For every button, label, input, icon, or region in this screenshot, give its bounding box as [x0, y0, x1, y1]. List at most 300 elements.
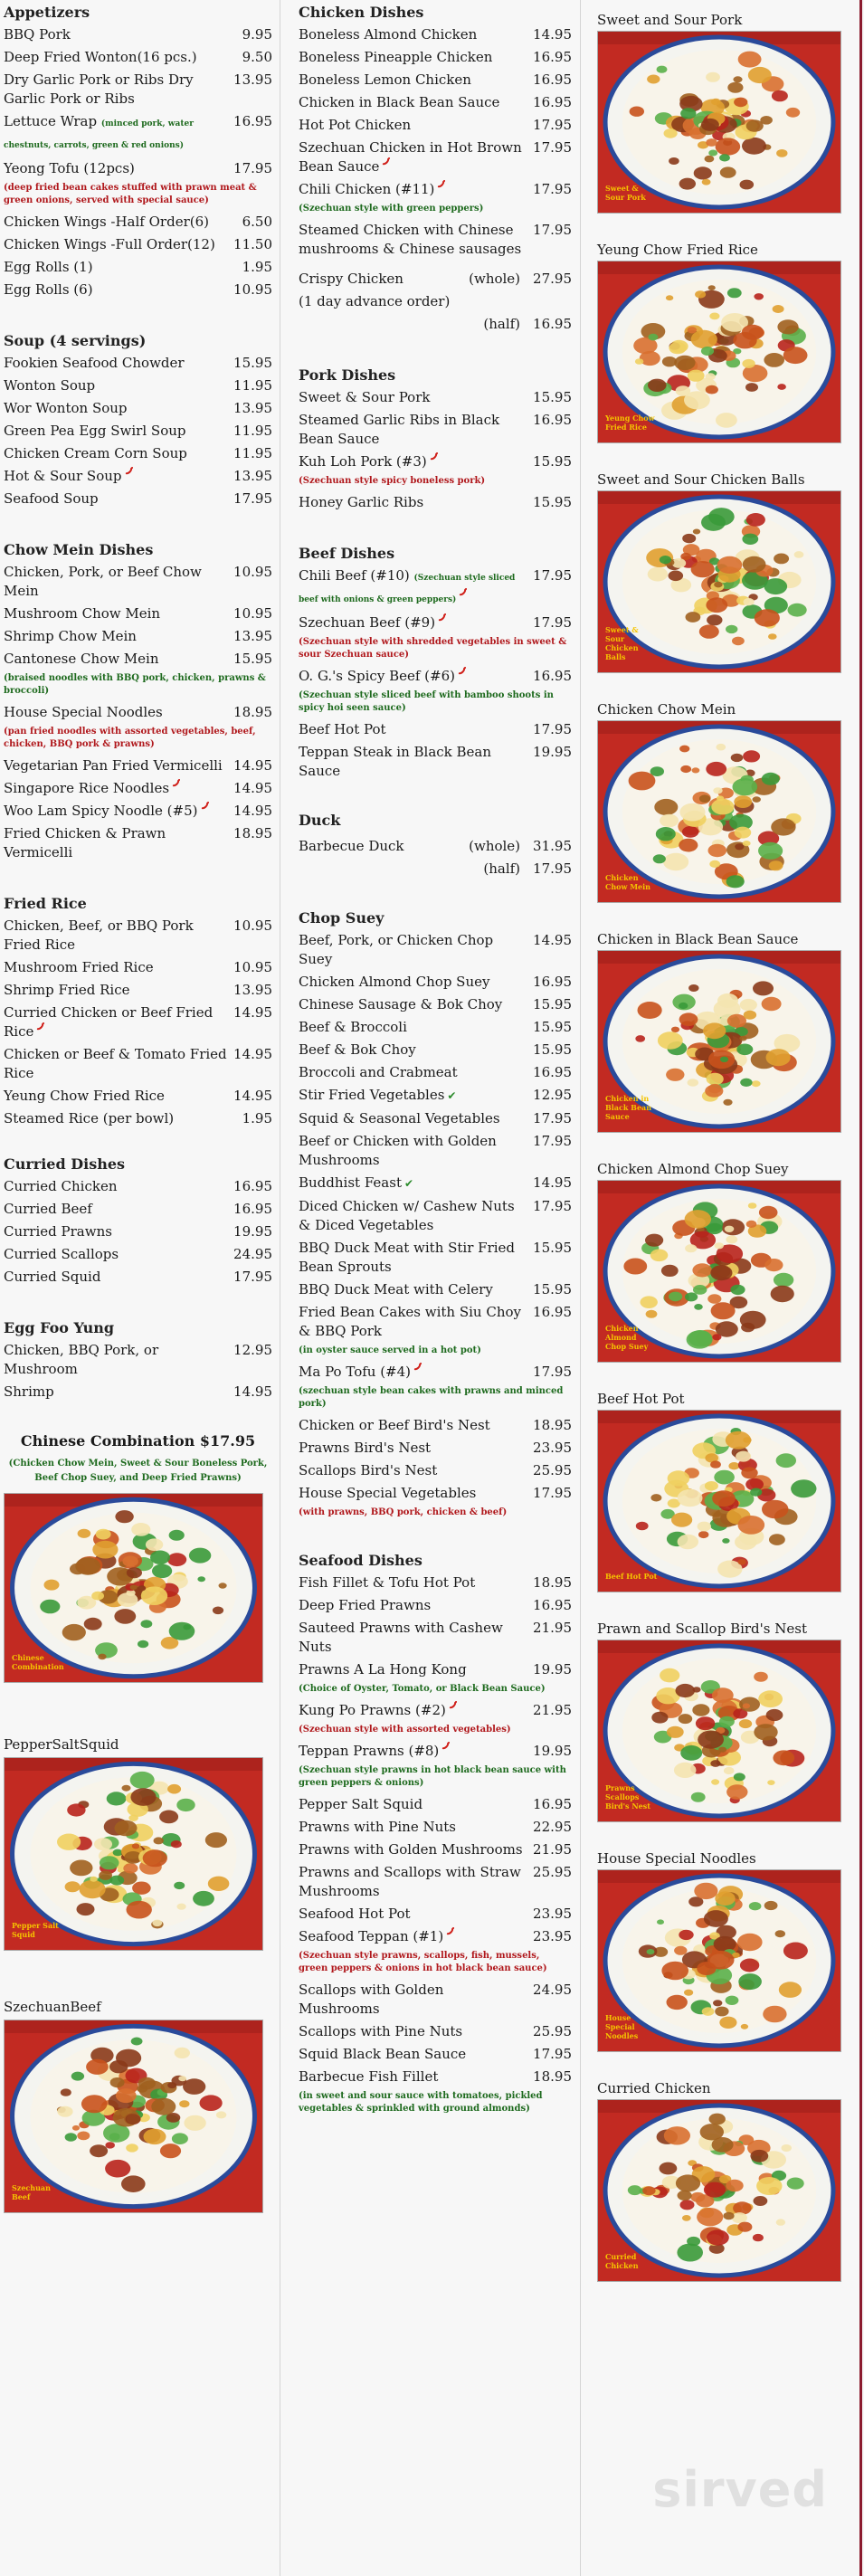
- menu-section: [4, 1319, 272, 1402]
- menu-item: [299, 743, 572, 781]
- menu-item: [299, 1303, 572, 1341]
- menu-item: [4, 490, 272, 509]
- menu-item-name: [299, 493, 533, 512]
- item-name-text: Cantonese Chow Mein: [4, 651, 159, 667]
- portion-label: (half): [483, 316, 521, 332]
- menu-item-price: 10.95: [233, 917, 272, 934]
- menu-item-name: [4, 1087, 233, 1106]
- menu-item: [4, 422, 272, 441]
- menu-item: [299, 1280, 572, 1299]
- menu-item: [299, 221, 572, 259]
- item-name-text: Egg Rolls (6): [4, 281, 93, 298]
- menu-item: [299, 1197, 572, 1235]
- item-name-text: Pepper Salt Squid: [299, 1796, 423, 1812]
- menu-item-name: [299, 1132, 533, 1170]
- item-name-text: Broccoli and Crabmeat: [299, 1064, 458, 1080]
- menu-item-price: 17.95: [533, 1110, 572, 1126]
- menu-item: [299, 1981, 572, 2019]
- photo-label: Sweet & Sour Chicken Balls: [605, 625, 639, 661]
- dish-photo: [4, 2020, 263, 2213]
- item-name-text: Barbecue Fish Fillet: [299, 2068, 439, 2085]
- menu-item-price: 10.95: [233, 564, 272, 580]
- menu-section: [4, 895, 272, 1128]
- menu-item: [299, 1619, 572, 1657]
- item-name-text: Squid Black Bean Sauce: [299, 2046, 467, 2062]
- dish-photo-block: [597, 1160, 852, 1363]
- chili-icon: [438, 613, 446, 622]
- menu-item-name: [299, 1660, 533, 1679]
- dish-photo: [597, 31, 841, 214]
- item-description: (Szechuan style prawns, scallops, fish, mussels, green peppers & onions in hot black bean sauce): [299, 1951, 547, 1973]
- menu-item: [299, 493, 572, 512]
- menu-item-price: 17.95: [533, 181, 572, 197]
- menu-item-price: 17.95: [533, 2046, 572, 2062]
- menu-item-price: 13.95: [233, 468, 272, 484]
- menu-item-name: [299, 93, 533, 112]
- menu-item-name: [4, 1109, 242, 1128]
- menu-item-name: [4, 112, 233, 156]
- menu-item: [299, 1818, 572, 1837]
- menu-item-name: [4, 604, 233, 623]
- menu-item-name: [299, 720, 533, 739]
- chili-icon: [172, 779, 180, 787]
- menu-item-name: [299, 2022, 533, 2041]
- menu-item: [4, 958, 272, 977]
- menu-item-name: [4, 48, 242, 67]
- item-name-text: Lettuce Wrap: [4, 113, 98, 129]
- crispy-chicken-item: [299, 270, 572, 334]
- item-name-text: Stir Fried Vegetables: [299, 1087, 445, 1103]
- item-name-text: Steamed Chicken with Chinese mushrooms & Chinese sausages: [299, 222, 522, 257]
- section-title: Soup (4 servings): [4, 332, 147, 349]
- menu-item-price: 17.95: [533, 139, 572, 156]
- section-title: Egg Foo Yung: [4, 1319, 115, 1336]
- menu-item-name: Crispy Chicken: [299, 271, 404, 287]
- photo-label: Yeung Chow Fried Rice: [605, 413, 655, 432]
- menu-item-name: [4, 354, 233, 373]
- menu-item-price: 11.95: [233, 423, 272, 439]
- menu-item: [299, 1086, 572, 1106]
- photo-label: Chicken Chow Mein: [605, 873, 650, 891]
- photo-caption: Chicken in Black Bean Sauce: [597, 931, 799, 947]
- photo-frame: [597, 1640, 852, 1822]
- menu-item-price: 16.95: [233, 113, 272, 129]
- item-description: (Choice of Oyster, Tomato, or Black Bean Sauce): [299, 1684, 546, 1694]
- menu-item: [4, 71, 272, 109]
- item-name-text: Singapore Rice Noodles: [4, 780, 170, 796]
- item-name-text: House Special Noodles: [4, 704, 163, 720]
- menu-item: [299, 1132, 572, 1170]
- menu-item-price: 15.95: [233, 651, 272, 667]
- menu-item-price: 24.95: [233, 1246, 272, 1262]
- menu-item: [299, 613, 572, 632]
- photo-label: Beef Hot Pot: [605, 1572, 658, 1581]
- menu-item-name: [4, 376, 233, 395]
- dish-photo-block: [597, 1390, 852, 1592]
- photo-caption: Chicken Almond Chop Suey: [597, 1161, 789, 1177]
- photo-label: Szechuan Beef: [12, 2183, 51, 2201]
- menu-item: [299, 1484, 572, 1503]
- menu-item-name: Barbecue Duck: [299, 838, 404, 854]
- chili-icon: [459, 588, 467, 596]
- menu-item-price: 11.95: [233, 445, 272, 461]
- menu-section: [299, 366, 572, 512]
- photo-caption: SzechuanBeef: [4, 1999, 101, 2015]
- item-name-text: Prawns A La Hong Kong: [299, 1661, 467, 1678]
- item-name-text: Ma Po Tofu (#4): [299, 1364, 412, 1380]
- menu-item-name: [299, 388, 533, 407]
- menu-item-price: 17.95: [533, 1133, 572, 1149]
- menu-item-price: 14.95: [533, 932, 572, 948]
- item-name-text: Green Pea Egg Swirl Soup: [4, 423, 186, 439]
- menu-item: [299, 48, 572, 67]
- chili-icon: [382, 157, 390, 166]
- chili-icon: [441, 1742, 450, 1750]
- chili-icon: [36, 1022, 44, 1031]
- photo-caption: Curried Chicken: [597, 2080, 711, 2096]
- item-name-text: Curried Squid: [4, 1269, 101, 1285]
- menu-item: [4, 25, 272, 44]
- menu-item-name: [299, 995, 533, 1014]
- menu-item-name: [299, 1840, 533, 1859]
- menu-item-name: [4, 650, 233, 669]
- item-name-text: Prawns Bird's Nest: [299, 1440, 432, 1456]
- menu-item-price: 21.95: [533, 1620, 572, 1636]
- photo-frame: [4, 2020, 272, 2213]
- menu-item: [299, 1927, 572, 1946]
- dish-photo-block: [4, 1998, 272, 2213]
- menu-item-name: [299, 931, 533, 969]
- item-name-text: Hot & Sour Soup: [4, 468, 122, 484]
- menu-item-price: 16.95: [233, 1201, 272, 1217]
- menu-section: [4, 541, 272, 862]
- item-name-text: Chicken Almond Chop Suey: [299, 974, 490, 990]
- menu-item-price: 17.95: [233, 490, 272, 507]
- item-description: (in sweet and sour sauce with tomatoes, pickled vegetables & sprinkled with ground almonds): [299, 2091, 543, 2114]
- menu-item-price: 1.95: [242, 1110, 272, 1126]
- menu-item: [4, 376, 272, 395]
- menu-item: [4, 1003, 272, 1041]
- menu-item-price: 16.95: [233, 1178, 272, 1194]
- menu-item: [4, 280, 272, 299]
- menu-item-price: 21.95: [533, 1702, 572, 1718]
- menu-item-name: [4, 627, 233, 646]
- menu-item: [299, 1840, 572, 1859]
- dish-photo-block: [597, 700, 852, 903]
- menu-item-name: [299, 1197, 533, 1235]
- item-description: (Szechuan style prawns in hot black bean sauce with green peppers & onions): [299, 1765, 566, 1788]
- chili-icon: [437, 180, 445, 188]
- menu-item: [299, 1174, 572, 1193]
- item-name-text: Chicken or Beef & Tomato Fried Rice: [4, 1046, 227, 1081]
- menu-item-name: [4, 1383, 233, 1402]
- dish-photo-block: [597, 241, 852, 443]
- item-description: (braised noodles with BBQ pork, chicken, prawns & broccoli): [4, 673, 266, 696]
- item-name-text: Scallops with Golden Mushrooms: [299, 1982, 444, 2017]
- menu-item: [4, 1383, 272, 1402]
- item-name-text: Honey Garlic Ribs: [299, 494, 424, 510]
- photo-frame: [597, 261, 852, 443]
- menu-item: [299, 2022, 572, 2041]
- item-name-text: Yeong Tofu (12pcs): [4, 160, 135, 176]
- chili-icon: [458, 667, 466, 675]
- menu-item-name: [4, 280, 233, 299]
- photo-label: Chicken Almond Chop Suey: [605, 1324, 649, 1351]
- photo-caption: House Special Noodles: [597, 1850, 756, 1867]
- menu-item: [299, 667, 572, 686]
- menu-item-name: [299, 25, 533, 44]
- menu-item-price: 25.95: [533, 1864, 572, 1880]
- item-name-text: Szechuan Chicken in Hot Brown Bean Sauce: [299, 139, 522, 175]
- photo-caption: Sweet and Sour Chicken Balls: [597, 471, 805, 488]
- menu-item-name: [4, 490, 233, 509]
- item-name-text: Fookien Seafood Chowder: [4, 355, 185, 371]
- page-edge-stripe: [859, 0, 862, 2576]
- dish-photo: [4, 1757, 263, 1951]
- menu-item-price: 21.95: [533, 1841, 572, 1858]
- item-name-text: O. G.'s Spicy Beef (#6): [299, 668, 455, 684]
- menu-section: [299, 909, 572, 1519]
- item-name-text: Chicken in Black Bean Sauce: [299, 94, 500, 110]
- item-name-text: Chicken Wings -Half Order(6): [4, 214, 209, 230]
- item-description: (pan fried noodles with assorted vegetables, beef, chicken, BBQ pork & prawns): [4, 727, 256, 749]
- menu-item-price: 14.95: [233, 757, 272, 774]
- menu-item: [4, 563, 272, 601]
- menu-item-price: 16.95: [533, 1796, 572, 1812]
- menu-item-price: 18.95: [533, 1574, 572, 1591]
- menu-item-name: [4, 71, 233, 109]
- menu-item-name: [4, 25, 242, 44]
- item-name-text: Steamed Rice (per bowl): [4, 1110, 175, 1126]
- menu-item: [4, 802, 272, 821]
- menu-item-price: 17.95: [533, 860, 572, 877]
- menu-item-price: 15.95: [533, 494, 572, 510]
- item-name-text: Chinese Sausage & Bok Choy: [299, 996, 503, 1012]
- menu-item-price: 10.95: [233, 605, 272, 622]
- menu-item-price: 16.95: [533, 1304, 572, 1320]
- menu-section: [4, 332, 272, 509]
- menu-item: [4, 1177, 272, 1196]
- chili-icon: [201, 802, 209, 810]
- menu-item-name: [299, 1239, 533, 1277]
- menu-item-name: [299, 1041, 533, 1060]
- portion-label: (whole): [469, 838, 521, 854]
- menu-item-name: [299, 116, 533, 135]
- item-name-text: Chicken or Beef Bird's Nest: [299, 1417, 490, 1433]
- menu-item: [4, 112, 272, 156]
- dish-photo-block: [597, 11, 852, 214]
- menu-item-price: 9.95: [242, 26, 272, 43]
- item-name-text: Prawns with Golden Mushrooms: [299, 1841, 523, 1858]
- menu-item-price: 13.95: [233, 982, 272, 998]
- menu-item: [4, 354, 272, 373]
- item-name-text: Woo Lam Spicy Noodle (#5): [4, 803, 198, 819]
- menu-section: [299, 4, 572, 259]
- item-description: (Szechuan style with shredded vegetables in sweet & sour Szechuan sauce): [299, 637, 567, 660]
- menu-item-name: [299, 1818, 533, 1837]
- menu-item-name: [299, 1619, 533, 1657]
- photo-label: Chicken in Black Bean Sauce: [605, 1094, 652, 1121]
- dish-photo: [597, 261, 841, 443]
- section-title: Chop Suey: [299, 909, 385, 927]
- menu-item-name: [299, 1742, 533, 1761]
- menu-item-name: [299, 1174, 533, 1193]
- menu-item-name: [299, 452, 533, 471]
- menu-item-price: 19.95: [533, 1661, 572, 1678]
- menu-item-price: 17.95: [533, 567, 572, 584]
- menu-item: [4, 1087, 272, 1106]
- menu-item-price: 17.95: [533, 1485, 572, 1501]
- item-name-text: Kuh Loh Pork (#3): [299, 453, 427, 470]
- menu-section: [4, 4, 272, 299]
- item-description: (in oyster sauce served in a hot pot): [299, 1345, 481, 1355]
- menu-item: [299, 720, 572, 739]
- item-name-text: Curried Beef: [4, 1201, 92, 1217]
- combo-description: (Chicken Chow Mein, Sweet & Sour Boneless Pork, Beef Chop Suey, and Deep Fried Prawns): [8, 1459, 268, 1483]
- dish-photo-block: [597, 930, 852, 1133]
- photo-frame: [4, 1757, 272, 1951]
- item-name-text: Sweet & Sour Pork: [299, 389, 431, 405]
- photo-caption: Beef Hot Pot: [597, 1391, 685, 1407]
- menu-item-name: [4, 1003, 233, 1041]
- chili-icon: [125, 467, 133, 475]
- menu-item: [299, 1439, 572, 1458]
- menu-item-name: [4, 563, 233, 601]
- item-name-text: Dry Garlic Pork or Ribs Dry Garlic Pork or Ribs: [4, 71, 194, 107]
- menu-item-name: [299, 2067, 533, 2086]
- menu-item: [4, 824, 272, 862]
- item-name-text: Chili Beef (#10): [299, 567, 410, 584]
- section-title: Pork Dishes: [299, 366, 396, 384]
- photo-label: Sweet & Sour Pork: [605, 184, 646, 202]
- menu-item-price: 18.95: [233, 825, 272, 841]
- combo-photo-wrap: [4, 1493, 272, 1683]
- item-name-text: Chicken Wings -Full Order(12): [4, 236, 215, 252]
- menu-item-price: 1.95: [242, 259, 272, 275]
- menu-item-name: [299, 973, 533, 992]
- menu-item-name: [299, 1795, 533, 1814]
- menu-item-price: 14.95: [233, 1046, 272, 1062]
- item-name-text: Prawns and Scallops with Straw Mushrooms: [299, 1864, 521, 1899]
- photo-caption: Chicken Chow Mein: [597, 701, 736, 718]
- menu-item-price: 17.95: [233, 160, 272, 176]
- menu-item: [299, 566, 572, 610]
- item-name-text: BBQ Duck Meat with Celery: [299, 1281, 493, 1298]
- menu-item-price: 14.95: [233, 1088, 272, 1104]
- item-name-text: Teppan Prawns (#8): [299, 1743, 440, 1759]
- portion-label: (half): [483, 860, 521, 877]
- item-name-text: Curried Prawns: [4, 1223, 112, 1240]
- dish-photo-block: [4, 1735, 272, 1951]
- menu-item: [4, 258, 272, 277]
- photo-column-right: [586, 0, 858, 2576]
- menu-item-price: 14.95: [233, 803, 272, 819]
- menu-item: [299, 116, 572, 135]
- menu-item-price: 23.95: [533, 1906, 572, 1922]
- item-name-text: Teppan Steak in Black Bean Sauce: [299, 744, 492, 779]
- menu-item-price: 14.95: [533, 1174, 572, 1191]
- menu-item-price: 19.95: [533, 744, 572, 760]
- menu-item-name: [299, 221, 533, 259]
- menu-item-price: 23.95: [533, 1440, 572, 1456]
- item-name-text: Wonton Soup: [4, 377, 96, 394]
- photo-caption: PepperSaltSquid: [4, 1736, 119, 1753]
- menu-item-price: 24.95: [533, 1982, 572, 1998]
- menu-item-price: 13.95: [233, 400, 272, 416]
- dish-photo: [597, 490, 841, 673]
- menu-item-price: 16.95: [533, 974, 572, 990]
- menu-item-name: [4, 1341, 233, 1379]
- item-name-text: Scallops Bird's Nest: [299, 1462, 438, 1478]
- menu-item: [4, 1200, 272, 1219]
- menu-item-price: 27.95: [533, 271, 572, 287]
- menu-item-price: 17.95: [533, 614, 572, 631]
- item-description: (szechuan style bean cakes with prawns and minced pork): [299, 1386, 564, 1409]
- dish-photo: [4, 1493, 263, 1683]
- item-name-text: Steamed Garlic Ribs in Black Bean Sauce: [299, 412, 500, 447]
- item-name-text: Chicken Cream Corn Soup: [4, 445, 187, 461]
- menu-item-name: [4, 824, 233, 862]
- menu-item: [4, 627, 272, 646]
- menu-item-name: [4, 779, 233, 798]
- item-name-text: Curried Chicken or Beef Fried Rice: [4, 1004, 214, 1040]
- photo-frame: [597, 720, 852, 903]
- photo-caption: Yeung Chow Fried Rice: [597, 242, 758, 258]
- item-name-text: Shrimp: [4, 1383, 54, 1400]
- item-name-text: Seafood Soup: [4, 490, 99, 507]
- menu-item-name: [4, 467, 233, 486]
- dish-photo: [597, 1640, 841, 1822]
- menu-item-price: 10.95: [233, 959, 272, 975]
- menu-item-price: 9.50: [242, 49, 272, 65]
- item-name-text: BBQ Duck Meat with Stir Fried Bean Sprouts: [299, 1240, 516, 1275]
- menu-item-price: 16.95: [533, 668, 572, 684]
- menu-item-name: [4, 1245, 233, 1264]
- menu-item: [4, 917, 272, 955]
- menu-section: [299, 545, 572, 781]
- menu-item-price: 19.95: [233, 1223, 272, 1240]
- photo-caption: Sweet and Sour Pork: [597, 12, 743, 28]
- item-name-text: Yeung Chow Fried Rice: [4, 1088, 165, 1104]
- menu-item-price: 18.95: [533, 1417, 572, 1433]
- menu-item: [4, 1045, 272, 1083]
- item-description: (Szechuan style sliced beef with bamboo shoots in spicy hoi seen sauce): [299, 690, 554, 713]
- menu-item-name: [299, 1981, 533, 2019]
- menu-item-price: 15.95: [533, 1240, 572, 1256]
- menu-item: [299, 1461, 572, 1480]
- item-description: (with prawns, BBQ pork, chicken & beef): [299, 1507, 508, 1517]
- menu-item-name: [299, 1086, 533, 1106]
- photo-frame: [597, 1869, 852, 2052]
- dish-photo: [597, 1410, 841, 1592]
- item-inline-note: (minced pork, water chestnuts, carrots, green & red onions): [4, 119, 194, 150]
- menu-item-name: [299, 1280, 533, 1299]
- menu-item-sub: [299, 292, 572, 311]
- item-name-text: Sauteed Prawns with Cashew Nuts: [299, 1620, 503, 1655]
- item-name-text: Seafood Teppan (#1): [299, 1928, 444, 1944]
- item-name-text: Scallops with Pine Nuts: [299, 2023, 463, 2039]
- menu-item-name: [299, 1439, 533, 1458]
- section-title: Duck: [299, 812, 341, 829]
- section-title: Seafood Dishes: [299, 1552, 423, 1569]
- menu-item-name: [4, 703, 233, 722]
- item-description: (Szechuan style spicy boneless pork): [299, 476, 486, 486]
- menu-item-price: 10.95: [233, 281, 272, 298]
- menu-item-price: 12.95: [533, 1087, 572, 1103]
- menu-column-middle: [288, 0, 577, 2576]
- menu-item-price: 18.95: [233, 704, 272, 720]
- menu-item-name: [299, 1018, 533, 1037]
